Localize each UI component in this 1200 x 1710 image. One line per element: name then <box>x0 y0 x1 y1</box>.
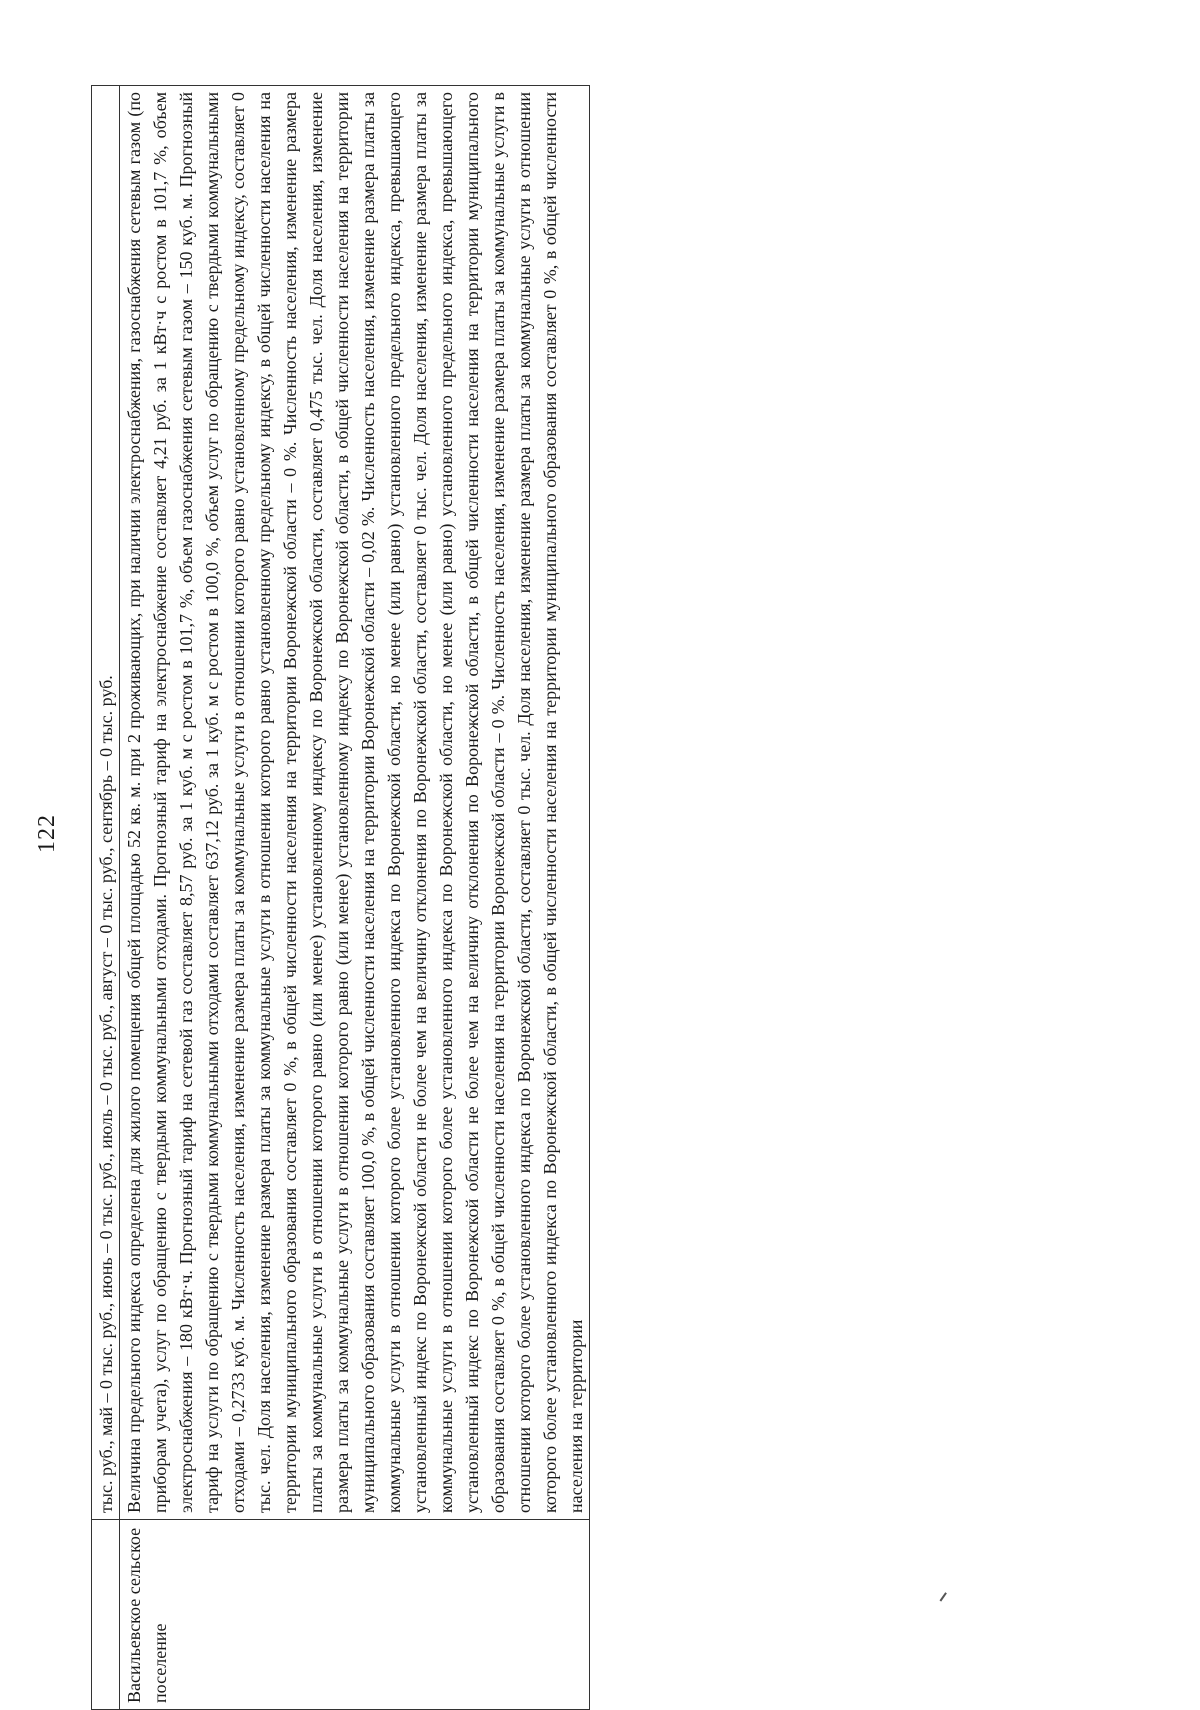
description-cell: Величина предельного индекса определена для жилого помещения общей площадью 52 кв. м. при 2 проживающих, при наличии электроснабжения, газоснабжения сетевым газом (по приборам учета), услуг по обращению с твердыми коммунальными отходами. Прогнозный тариф на электроснабжение составляет 4,21 руб. за 1 кВт·ч с ростом в 101,7 %, объем электроснабжения – 180 кВт·ч. Прогнозный тариф на сетевой газ составляет 8,57 руб. за 1 куб. м с ростом в 101,7 %, объем газоснабжения сетевым газом – 150 куб. м. Прогнозный тариф на услуги по обращению с твердыми коммунальными отходами составляет 637,12 руб. за 1 куб. м с ростом в 100,0 %, объем услуг по обращению с твердыми коммунальными отходами – 0,2733 куб. м. Численность населения, изменение размера платы за коммунальные услуги в отношении которого равно установленному предельному индексу, составляет 0 тыс. чел. Доля населения, изменение размера платы за коммунальные услуги в отношении которого равно установленному предельному индексу, в общей численности населения на территории муниципального образования составляет 0 %, в общей численности населения на территории Воронежской области – 0 %. Численность населения, изменение размера платы за коммунальные услуги в отношении которого равно (или менее) установленному индексу по Воронежской области, составляет 0,475 тыс. чел. Доля населения, изменение размера платы за коммунальные услуги в отношении которого равно (или менее) установленному индексу по Воронежской области, в общей численности населения на территории муниципального образования составляет 100,0 %, в общей численности населения на территории Воронежской области – 0,02 %. Численность населения, изменение размера платы за коммунальные услуги в отношении которого более установленного индекса по Воронежской области, но менее (или равно) установленного предельного индекса, превышающего установленный индекс по Воронежской области не более чем на величину отклонения по Воронежской области, составляет 0 тыс. чел. Доля населения, изменение размера платы за коммунальные услуги в отношении которого более установленного индекса по Воронежской области, но менее (или равно) установленного предельного индекса, превышающего установленный индекс по Воронежской области не более чем на величину отклонения по Воронежской области, в общей численности населения на территории муниципального образования составляет 0 %, в общей численности населения на территории Воронежской области – 0 %. Численность населения, изменение размера платы за коммунальные услуги в отношении которого более установленного индекса по Воронежской области, составляет 0 тыс. чел. Доля населения, изменение размера платы за коммунальные услуги в отношении которого более установленного индекса по Воронежской области, в общей численности населения на территории муниципального образования составляет 0 %, в общей численности населения на территории <box>120 86 590 1520</box>
municipality-name-cell: Васильевское сельское поселение <box>120 1520 590 1710</box>
municipality-index-table <box>91 85 590 1710</box>
description-cell: тыс. руб., май – 0 тыс. руб., июнь – 0 тыс. руб., июль – 0 тыс. руб., август – 0 тыс. руб., сентябрь – 0 тыс. руб. <box>92 86 120 1520</box>
municipality-name-cell <box>92 1520 120 1710</box>
table-row-vasilyevskoe <box>120 86 590 1710</box>
rotated-page-content <box>91 85 1121 1710</box>
table-row-continuation <box>92 86 120 1710</box>
page-number: 122 <box>34 814 60 853</box>
